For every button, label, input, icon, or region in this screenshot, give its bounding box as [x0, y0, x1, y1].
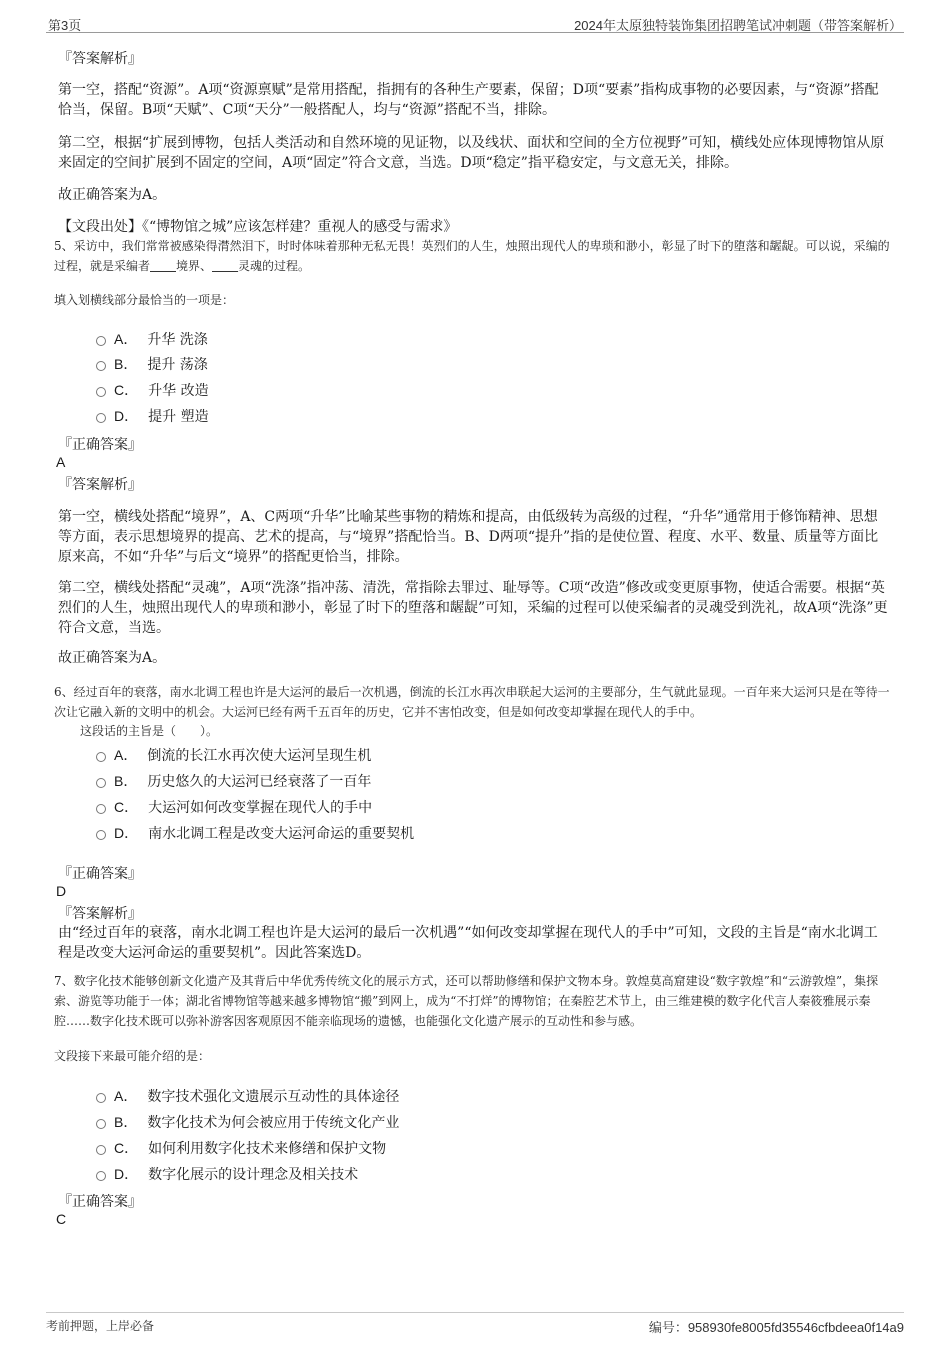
- q6-answer-label: 『正确答案』: [58, 866, 142, 882]
- q5-prompt: 填入划横线部分最恰当的一项是：: [54, 293, 235, 307]
- q4-conclusion: 故正确答案为A。: [58, 187, 167, 203]
- footer-slogan: 考前押题，上岸必备: [46, 1319, 155, 1333]
- radio-icon[interactable]: [96, 752, 106, 762]
- q6-option-a[interactable]: A． 倒流的长江水再次使大运河呈现生机: [96, 745, 371, 765]
- q5-analysis-label: 『答案解析』: [58, 477, 142, 493]
- q4-analysis-label: 『答案解析』: [58, 51, 142, 67]
- radio-icon[interactable]: [96, 413, 106, 423]
- q5-option-c[interactable]: C． 升华 改造: [96, 380, 209, 400]
- page-header: [46, 12, 904, 33]
- q6-prompt: 这段话的主旨是（ ）。: [80, 724, 219, 738]
- q6-answer: D: [56, 883, 67, 899]
- q4-analysis-p1: 第一空，搭配“资源”。A项“资源禀赋”是常用搭配，指拥有的各种生产要素，保留；D项“要素”指构成事物的必要因素，与“资源”搭配恰当，保留。B项“天赋”、C项“天分”一般搭配人，均与“资源”搭配不当，排除。: [58, 82, 879, 118]
- q5-answer: A: [56, 454, 66, 470]
- q5-option-b[interactable]: B． 提升 荡涤: [96, 354, 208, 374]
- q6-option-c[interactable]: C． 大运河如何改变掌握在现代人的手中: [96, 797, 372, 817]
- radio-icon[interactable]: [96, 1171, 106, 1181]
- q7-option-d[interactable]: D． 数字化展示的设计理念及相关技术: [96, 1164, 358, 1184]
- q7-stem: 7、数字化技术能够创新文化遗产及其背后中华优秀传统文化的展示方式，还可以帮助修缮和保护文物本身。敦煌莫高窟建设“数字敦煌”和“云游敦煌”，集探索、游览等功能于一体；湖北省博物馆等越来越多博物馆“搬”到网上，成为“不打烊”的博物馆；在秦腔艺术节上，由三维建模的数字化代言人秦筱雅展示秦腔……数字化技术既可以弥补游客因客观原因不能亲临现场的遗憾，也能强化文化遗产展示的互动性和参与感。: [54, 974, 879, 1028]
- answer-blank: [150, 259, 176, 272]
- q5-option-d[interactable]: D． 提升 塑造: [96, 406, 209, 426]
- page-number: 第3页: [48, 18, 82, 33]
- radio-icon[interactable]: [96, 1093, 106, 1103]
- q5-conclusion: 故正确答案为A。: [58, 650, 167, 666]
- q7-option-c[interactable]: C． 如何利用数字化技术来修缮和保护文物: [96, 1138, 386, 1158]
- q5-analysis-p2: 第二空，横线处搭配“灵魂”，A项“洗涤”指冲荡、清洗，常指除去罪过、耻辱等。C项“改造”修改或变更原事物，使适合需要。根据“英烈们的人生，烛照出现代人的卑琐和渺小，彰显了时下的堕落和龌龊”可知，采编的过程可以使采编者的灵魂受到洗礼，故A项“洗涤”更符合文意，当选。: [58, 580, 888, 636]
- q7-prompt: 文段接下来最可能介绍的是：: [54, 1049, 211, 1063]
- radio-icon[interactable]: [96, 361, 106, 371]
- q4-analysis-p2: 第二空，根据“扩展到博物，包括人类活动和自然环境的见证物，以及线状、面状和空间的全方位视野”可知，横线处应体现博物馆从原来固定的空间扩展到不固定的空间，A项“固定”符合文意，当选。D项“稳定”指平稳安定，与文意无关，排除。: [58, 135, 885, 171]
- q7-answer-label: 『正确答案』: [58, 1194, 142, 1210]
- radio-icon[interactable]: [96, 804, 106, 814]
- q6-analysis-label: 『答案解析』: [58, 906, 142, 922]
- q6-analysis-p1: 由“经过百年的衰落，南水北调工程也许是大运河的最后一次机遇”“如何改变却掌握在现代人的手中”可知，文段的主旨是“南水北调工程是改变大运河命运的重要契机”。因此答案选D。: [58, 925, 878, 961]
- q5-analysis-p1: 第一空，横线处搭配“境界”，A、C两项“升华”比喻某些事物的精炼和提高，由低级转为高级的过程，“升华”通常用于修饰精神、思想等方面，表示思想境界的提高、艺术的提高，与“境界”搭配恰当。B、D两项“提升”指的是使位置、程度、水平、数量、质量等方面比原来高，不如“升华”与后文“境界”的搭配更恰当，排除。: [58, 509, 879, 565]
- radio-icon[interactable]: [96, 830, 106, 840]
- q6-option-d[interactable]: D． 南水北调工程是改变大运河命运的重要契机: [96, 823, 414, 843]
- q6-stem: 6、经过百年的衰落，南水北调工程也许是大运河的最后一次机遇，倒流的长江水再次串联起大运河的主要部分，生气就此显现。一百年来大运河只是在等待一次让它融入新的文明中的机会。大运河已经有两千五百年的历史，它并不害怕改变，但是如何改变却掌握在现代人的手中。: [54, 685, 890, 719]
- page-footer: [46, 1312, 904, 1335]
- document-title: 2024年太原独特装饰集团招聘笔试冲刺题（带答案解析）: [574, 18, 902, 33]
- radio-icon[interactable]: [96, 336, 106, 346]
- q7-option-b[interactable]: B． 数字化技术为何会被应用于传统文化产业: [96, 1112, 399, 1132]
- q6-option-b[interactable]: B． 历史悠久的大运河已经衰落了一百年: [96, 771, 371, 791]
- document-id: 编号：958930fe8005fd35546cfbdeea0f14a9: [648, 1320, 904, 1335]
- radio-icon[interactable]: [96, 778, 106, 788]
- answer-blank: [212, 259, 238, 272]
- q7-option-a[interactable]: A． 数字技术强化文遗展示互动性的具体途径: [96, 1086, 399, 1106]
- radio-icon[interactable]: [96, 1119, 106, 1129]
- radio-icon[interactable]: [96, 1145, 106, 1155]
- q4-source: 【文段出处】《“博物馆之城”应该怎样建？重视人的感受与需求》: [58, 219, 458, 235]
- q5-stem: 5、采访中，我们常常被感染得潸然泪下，时时体味着那种无私无畏！英烈们的人生，烛照出现代人的卑琐和渺小，彰显了时下的堕落和龌龊。可以说，采编的过程，就是采编者 境界、 灵魂的过程。: [54, 239, 890, 273]
- radio-icon[interactable]: [96, 387, 106, 397]
- q5-option-a[interactable]: A． 升华 洗涤: [96, 329, 208, 349]
- q5-answer-label: 『正确答案』: [58, 437, 142, 453]
- q7-answer: C: [56, 1211, 67, 1227]
